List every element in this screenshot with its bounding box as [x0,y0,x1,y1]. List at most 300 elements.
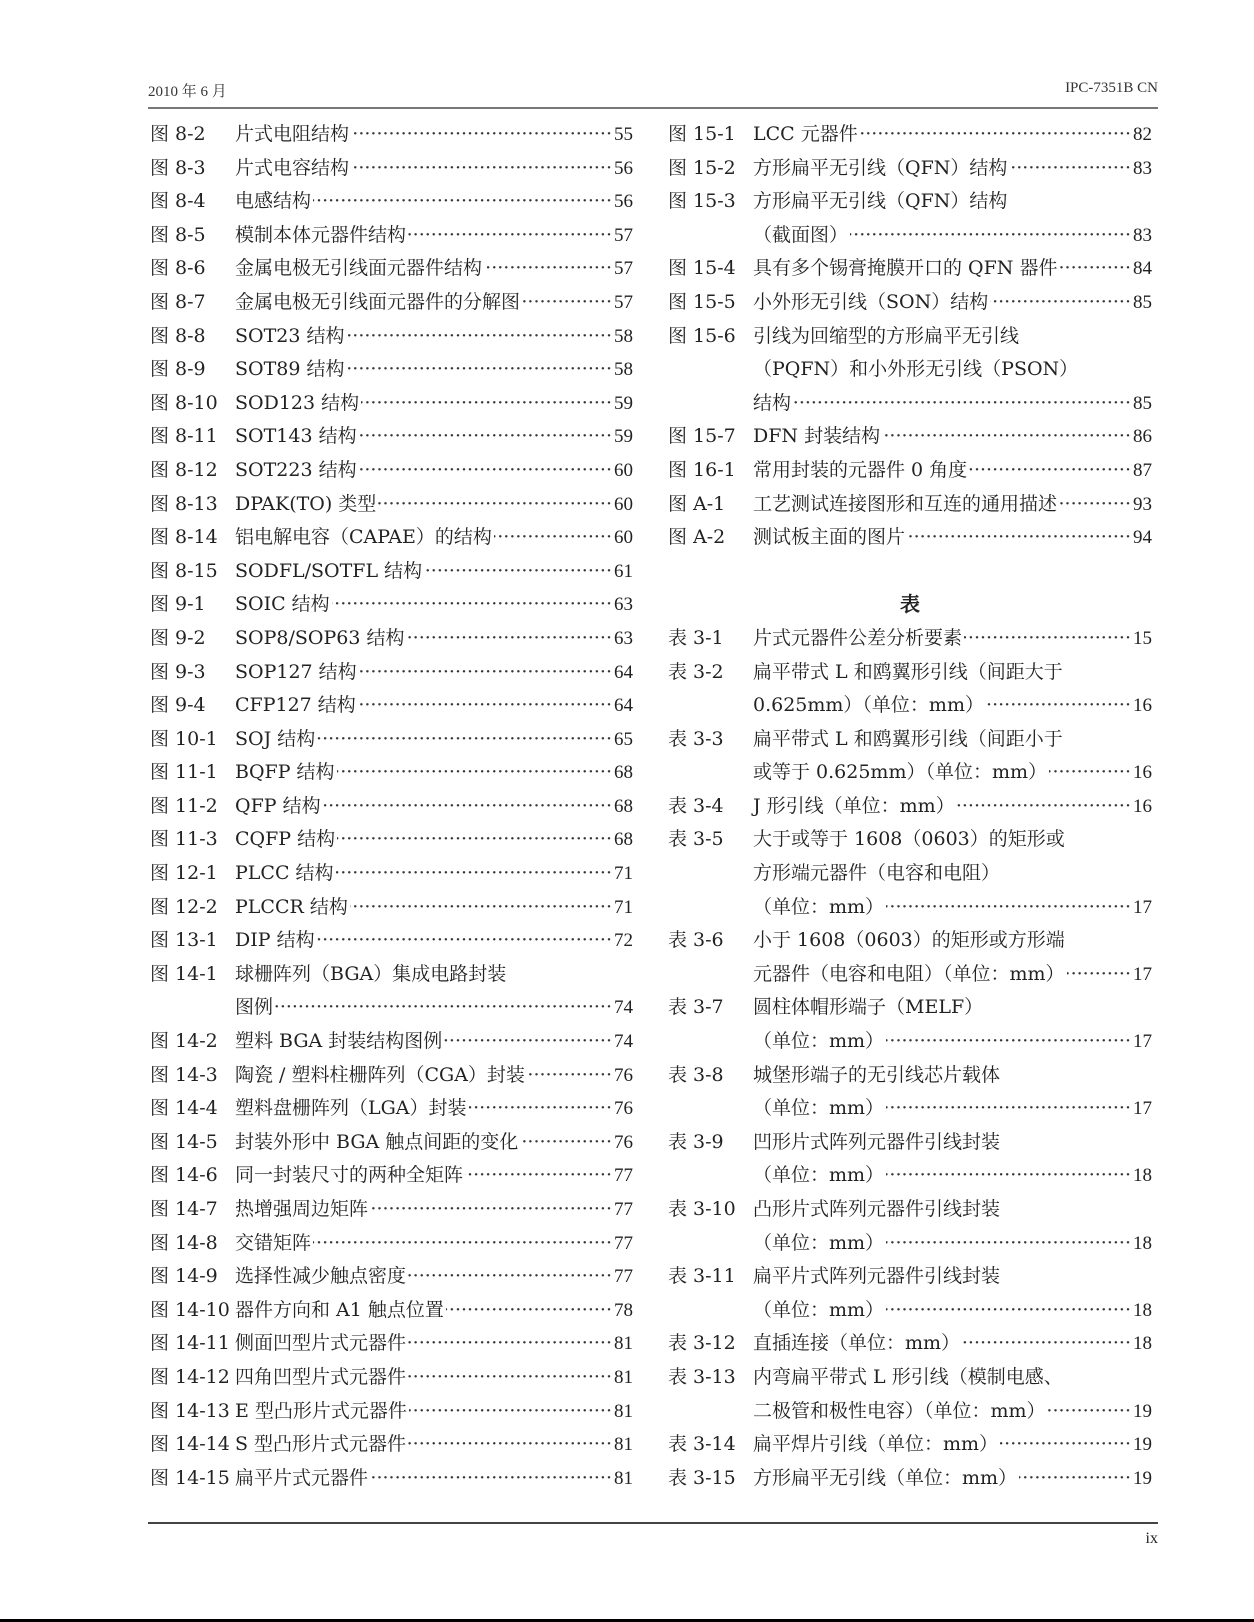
toc-line [150,588,633,622]
entry-label: 图 14-15 [150,1466,230,1489]
toc-line [668,1193,1152,1227]
entry-title: 大于或等于 1608（0603）的矩形或 [753,828,1065,851]
entry-page: 59 [614,426,633,448]
entry-title: J 形引线（单位：mm） [753,794,955,817]
toc-line [150,118,633,152]
toc-line [150,924,633,958]
dot-leader [346,320,612,354]
entry-label: 图 8-7 [150,290,206,313]
entry-title: PLCCR 结构 [235,895,348,918]
entry-title: 扁平焊片引线（单位：mm） [753,1433,999,1456]
toc-entry[interactable] [668,118,1152,152]
entry-label [668,1294,753,1328]
entry-title: 或等于 0.625mm）（单位：mm） [753,761,1047,784]
dot-leader [1067,958,1131,992]
toc-line [668,991,1152,1025]
entry-label: 图 8-6 [150,257,206,280]
entry-label: 图 14-7 [150,1198,218,1220]
toc-entry[interactable] [150,353,633,387]
entry-title: 扁平片式阵列元器件引线封装 [753,1265,1001,1288]
entry-label: 图 14-10 [150,1298,230,1321]
toc-entry[interactable] [150,555,633,589]
entry-title: DPAK(TO) 类型 [235,492,377,515]
entry-title: 金属电极无引线面元器件结构 [235,257,483,280]
entry-title: 片式电容结构 [235,156,350,179]
toc-line [150,1092,633,1126]
dot-leader [378,488,612,522]
dot-leader [408,1361,612,1395]
dot-leader [1059,488,1131,522]
entry-page: 63 [614,594,633,616]
toc-entry[interactable] [150,723,633,757]
toc-entry[interactable] [150,152,633,186]
entry-label: 图 15-2 [668,156,736,179]
entry-label: 图 14-11 [150,1332,230,1355]
toc-line [668,790,1152,824]
entry-label [668,353,753,387]
entry-label [668,756,753,790]
entry-label: 表 3-4 [668,794,724,817]
toc-line [668,320,1152,354]
toc-entry[interactable] [150,1260,633,1294]
toc-line [668,958,1152,992]
entry-title: 方形端元器件（电容和电阻） [753,862,1001,885]
entry-title: SOD123 结构 [235,391,360,414]
dot-leader [408,219,612,253]
entry-label: 图 13-1 [150,929,218,952]
toc-entry[interactable] [668,286,1152,320]
entry-page: 81 [614,1333,633,1355]
entry-page: 19 [1133,1434,1152,1456]
toc-entry[interactable] [150,387,633,421]
toc-line [668,521,1152,555]
toc-entry[interactable] [668,1361,1152,1428]
toc-line [668,1260,1152,1294]
toc-line [668,1227,1152,1261]
entry-page: 17 [1133,963,1152,985]
dot-leader [408,1428,612,1462]
toc-line [150,1227,633,1261]
dot-leader [469,1092,612,1126]
entry-page: 76 [614,1098,633,1120]
toc-line [150,1294,633,1328]
entry-title: 小于 1608（0603）的矩形或方形端 [753,929,1065,952]
toc-line [668,924,1152,958]
dot-leader [370,1193,612,1227]
toc-entry[interactable] [668,185,1152,252]
entry-label: 表 3-10 [668,1198,736,1220]
toc-entry[interactable] [150,588,633,622]
entry-label: 图 8-12 [150,458,218,481]
toc-line [668,723,1152,757]
dot-leader [313,185,612,219]
dot-leader [317,924,612,958]
toc-entry[interactable] [150,1428,633,1462]
entry-label: 图 14-2 [150,1030,218,1053]
dot-leader [969,454,1131,488]
entry-title: E 型凸形片式元器件 [235,1399,407,1422]
dot-leader [522,286,612,320]
entry-title: CFP127 结构 [235,694,356,717]
toc-entry[interactable] [668,723,1152,790]
entry-page: 83 [1133,157,1152,179]
toc-entry[interactable] [150,924,633,958]
toc-line [150,420,633,454]
toc-line [150,958,633,992]
entry-label [668,958,753,992]
toc-entry[interactable] [150,1092,633,1126]
entry-title: （单位：mm） [753,1030,885,1053]
toc-entry[interactable] [668,252,1152,286]
entry-page: 57 [614,224,633,246]
toc-entry[interactable] [668,1428,1152,1462]
entry-title: 凸形片式阵列元器件引线封装 [753,1198,1001,1220]
entry-label: 表 3-11 [668,1265,736,1288]
entry-title: 图例 [235,996,274,1019]
entry-page: 64 [614,695,633,717]
entry-label: 图 11-3 [150,828,218,851]
entry-page: 18 [1133,1299,1152,1321]
dot-leader [361,387,612,421]
toc-entry[interactable] [150,320,633,354]
dot-leader [494,521,612,555]
entry-label: 表 3-14 [668,1433,736,1456]
toc-entry[interactable] [668,420,1152,454]
entry-title: SOP127 结构 [235,660,357,683]
dot-leader [1019,1462,1131,1496]
entry-page: 56 [614,157,633,179]
entry-page: 94 [1133,527,1152,549]
entry-page: 82 [1133,124,1152,145]
entry-title: 直插连接（单位：mm） [753,1332,961,1355]
toc-entry[interactable] [150,1025,633,1059]
toc-line [668,454,1152,488]
entry-page: 64 [614,661,633,683]
toc-entry[interactable] [668,152,1152,186]
entry-page: 68 [614,829,633,851]
entry-label: 图 8-3 [150,156,206,179]
toc-entry[interactable] [150,689,633,723]
entry-label [668,219,753,253]
entry-page: 77 [614,1165,633,1187]
dot-leader [986,689,1131,723]
entry-label: 图 8-14 [150,526,218,549]
dot-leader [527,1059,612,1093]
toc-line [668,1428,1152,1462]
entry-page: 56 [614,191,633,213]
entry-label: 图 8-15 [150,559,218,582]
entry-title: 常用封装的元器件 0 角度 [753,458,968,481]
toc-entry[interactable] [150,488,633,522]
toc-entry[interactable] [150,1395,633,1429]
toc-line [668,1159,1152,1193]
dot-leader [886,1294,1131,1328]
toc-entry[interactable] [150,656,633,690]
entry-title: （PQFN）和小外形无引线（PSON） [753,358,1079,381]
toc-entry[interactable] [150,857,633,891]
entry-title: 模制本体元器件结构 [235,223,407,246]
entry-title: 结构 [753,391,792,414]
dot-leader [323,790,612,824]
toc-line [668,152,1152,186]
entry-label: 图 8-8 [150,324,206,347]
toc-entry[interactable] [150,252,633,286]
dot-leader [886,1092,1131,1126]
toc-line [150,1059,633,1093]
entry-title: 小外形无引线（SON）结构 [753,290,989,313]
entry-title: 选择性减少触点密度 [235,1265,407,1288]
entry-page: 58 [614,359,633,381]
toc-right-column [668,118,1152,1495]
toc-line [150,991,633,1025]
toc-entry[interactable] [668,521,1152,555]
toc-entry[interactable] [668,1462,1152,1496]
entry-title: S 型凸形片式元器件 [235,1433,407,1456]
toc-entry[interactable] [150,1361,633,1395]
entry-page: 57 [614,258,633,280]
entry-title: SOT223 结构 [235,458,357,481]
entry-title: 扁平带式 L 和鸥翼形引线（间距小于 [753,727,1063,750]
entry-label: 图 9-2 [150,626,206,649]
toc-entry[interactable] [668,823,1152,924]
toc-entry[interactable] [150,1059,633,1093]
toc-line [668,1059,1152,1093]
toc-entry[interactable] [150,521,633,555]
entry-page: 55 [614,124,633,145]
entry-title: 塑料盘栅阵列（LGA）封装 [235,1097,467,1120]
toc-line [668,1395,1152,1429]
dot-leader [793,387,1131,421]
entry-title: （单位：mm） [753,1231,885,1254]
toc-entry[interactable] [668,991,1152,1058]
toc-line [150,1395,633,1429]
toc-entry[interactable] [150,1126,633,1160]
entry-label: 图 9-1 [150,593,206,616]
toc-entry[interactable] [150,118,633,152]
toc-entry[interactable] [668,1059,1152,1126]
toc-line [150,488,633,522]
toc-entry[interactable] [668,488,1152,522]
entry-label: 图 8-5 [150,223,206,246]
entry-title: 扁平带式 L 和鸥翼形引线（间距大于 [753,660,1063,683]
toc-entry[interactable] [668,1193,1152,1260]
dot-leader [446,1294,612,1328]
toc-entry[interactable] [150,454,633,488]
entry-title: 同一封装尺寸的两种全矩阵 [235,1164,464,1187]
entry-label: 图 8-4 [150,190,206,213]
entry-title: 塑料 BGA 封装结构图例 [235,1030,443,1053]
toc-entry[interactable] [150,891,633,925]
entry-title: （截面图） [753,223,849,246]
entry-title: 片式元器件公差分析要素 [753,626,963,649]
toc-line [668,857,1152,891]
toc-line [150,857,633,891]
footer-rule [148,1522,1158,1524]
entry-page: 16 [1133,695,1152,717]
toc-line [668,891,1152,925]
toc-entry[interactable] [668,622,1152,656]
entry-page: 61 [614,560,633,582]
entry-title: 二极管和极性电容）（单位：mm） [753,1399,1046,1422]
toc-entry[interactable] [150,756,633,790]
entry-title: （单位：mm） [753,1298,885,1321]
entry-title: LCC 元器件 [753,123,858,145]
entry-label: 表 3-12 [668,1332,736,1355]
toc-entry[interactable] [668,656,1152,723]
entry-title: SOT89 结构 [235,358,345,381]
toc-entry[interactable] [150,1462,633,1496]
entry-label: 图 14-14 [150,1433,230,1456]
entry-page: 77 [614,1199,633,1220]
entry-page: 15 [1133,627,1152,649]
entry-title: DFN 封装结构 [753,425,881,448]
toc-entry[interactable] [150,1294,633,1328]
entry-label: 表 3-13 [668,1365,736,1388]
entry-page: 63 [614,627,633,649]
entry-label [668,857,753,891]
toc-entry[interactable] [668,454,1152,488]
toc-line [150,1193,633,1227]
toc-line [150,1462,633,1496]
entry-title: 圆柱体帽形端子（MELF） [753,996,984,1019]
entry-page: 87 [1133,459,1152,481]
entry-title: SOT143 结构 [235,425,357,448]
toc-line [150,1327,633,1361]
entry-title: 球栅阵列（BGA）集成电路封装 [235,962,507,985]
entry-title: SOT23 结构 [235,324,345,347]
toc-entry[interactable] [668,1260,1152,1327]
toc-line [150,521,633,555]
entry-title: 方形扁平无引线（QFN）结构 [753,190,1008,213]
entry-title: DIP 结构 [235,929,315,952]
toc-entry[interactable] [150,286,633,320]
toc-entry[interactable] [668,1126,1152,1193]
toc-entry[interactable] [150,1327,633,1361]
toc-line [668,1327,1152,1361]
entry-page: 60 [614,459,633,481]
entry-label: 图 A-2 [668,526,726,549]
toc-entry[interactable] [668,320,1152,421]
entry-title: SOIC 结构 [235,593,330,616]
toc-line [668,1126,1152,1160]
entry-label: 图 9-3 [150,660,206,683]
toc-line [150,1260,633,1294]
entry-label: 图 8-2 [150,123,206,145]
entry-page: 76 [614,1064,633,1086]
entry-page: 76 [614,1131,633,1153]
entry-title: （单位：mm） [753,1097,885,1120]
entry-page: 19 [1133,1467,1152,1489]
entry-label: 表 3-3 [668,727,724,750]
toc-entry[interactable] [150,1193,633,1227]
entry-page: 74 [614,997,633,1019]
entry-page: 18 [1133,1333,1152,1355]
entry-title: （单位：mm） [753,1164,885,1187]
toc-line [668,1462,1152,1496]
dot-leader [317,723,612,757]
entry-label: 图 16-1 [668,458,736,481]
dot-leader [351,152,612,186]
entry-label: 图 15-7 [668,425,736,448]
toc-left-column [150,118,633,1495]
toc-line [150,1361,633,1395]
entry-label: 图 9-4 [150,694,206,717]
toc-line [668,185,1152,219]
toc-line [150,891,633,925]
dot-leader [337,823,612,857]
entry-label: 图 14-4 [150,1097,218,1120]
toc-line [150,723,633,757]
dot-leader [907,521,1131,555]
toc-entry[interactable] [150,622,633,656]
toc-line [150,219,633,253]
entry-page: 68 [614,762,633,784]
dot-leader [346,353,612,387]
toc-line [150,823,633,857]
entry-page: 77 [614,1266,633,1288]
entry-title: CQFP 结构 [235,828,336,851]
toc-entry[interactable] [150,185,633,219]
dot-leader [882,420,1131,454]
entry-page: 71 [614,863,633,885]
dot-leader [1059,252,1131,286]
toc-line [150,387,633,421]
toc-entry[interactable] [150,1227,633,1261]
entry-title: 陶瓷 / 塑料柱栅阵列（CGA）封装 [235,1063,525,1086]
entry-page: 84 [1133,258,1152,280]
entry-label: 表 3-7 [668,996,724,1019]
toc-entry[interactable] [150,420,633,454]
toc-entry[interactable] [150,219,633,253]
toc-line [150,656,633,690]
page-number: ix [1145,1530,1158,1547]
entry-label: 表 3-9 [668,1130,724,1153]
dot-leader [1049,756,1131,790]
toc-line [150,1126,633,1160]
entry-title: 金属电极无引线面元器件的分解图 [235,290,521,313]
entry-label [668,1092,753,1126]
entry-title: 片式电阻结构 [235,123,350,145]
toc-line [668,1025,1152,1059]
dot-leader [1048,1395,1131,1429]
toc-entry[interactable] [150,790,633,824]
entry-label [668,689,753,723]
toc-entry[interactable] [668,1327,1152,1361]
toc-entry[interactable] [150,1159,633,1193]
entry-label: 图 A-1 [668,492,726,515]
entry-label: 图 14-5 [150,1130,218,1153]
entry-page: 81 [614,1434,633,1456]
entry-label: 表 3-1 [668,626,724,649]
dot-leader [850,219,1131,253]
entry-page: 65 [614,728,633,750]
toc-entry[interactable] [668,924,1152,991]
entry-page: 68 [614,795,633,817]
entry-label: 图 15-6 [668,324,736,347]
entry-title: （单位：mm） [753,895,885,918]
entry-title: BQFP 结构 [235,761,335,784]
toc-line [668,1361,1152,1395]
toc-entry[interactable] [150,823,633,857]
toc-entry[interactable] [668,790,1152,824]
toc-entry[interactable] [150,958,633,1025]
entry-title: 器件方向和 A1 触点位置 [235,1298,444,1321]
entry-page: 60 [614,527,633,549]
toc-line [150,320,633,354]
entry-label: 图 12-2 [150,895,218,918]
dot-leader [484,252,612,286]
toc-line [150,252,633,286]
